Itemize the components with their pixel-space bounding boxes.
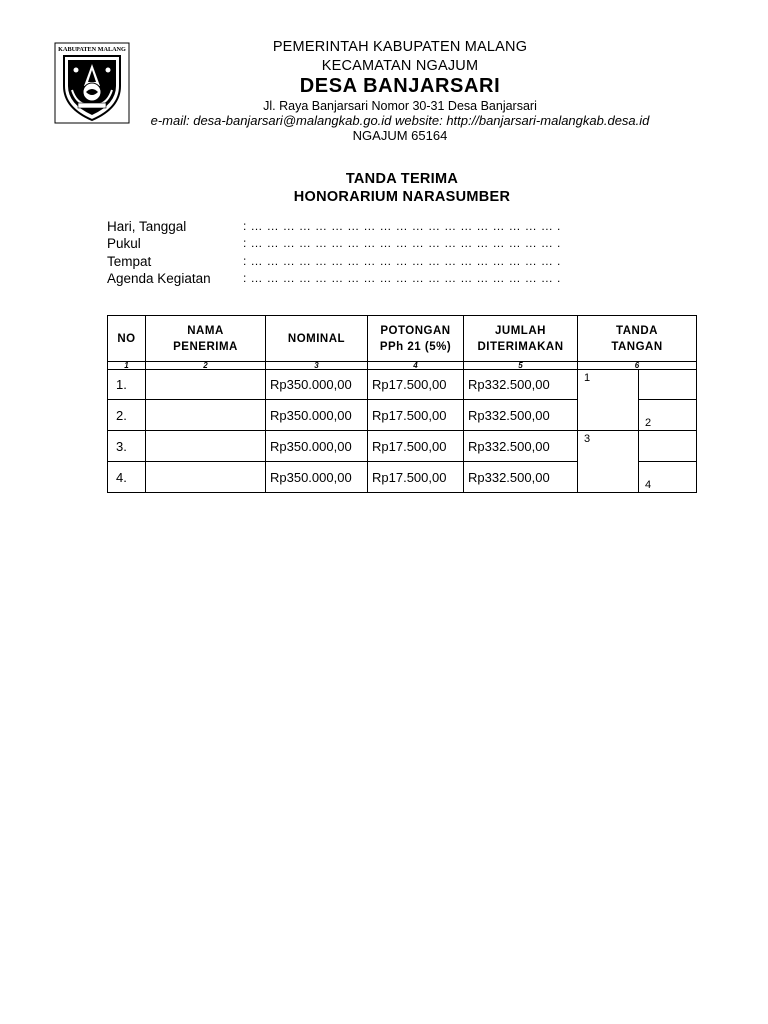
column-number: 5	[464, 362, 578, 370]
header-potongan-line1: POTONGAN	[380, 324, 451, 337]
document-subtitle: HONORARIUM NARASUMBER	[293, 189, 511, 205]
header-jumlah	[464, 316, 578, 362]
signature-number: 3	[584, 433, 591, 445]
column-number: 4	[368, 362, 464, 370]
document-title: TANDA TERIMA	[345, 171, 459, 187]
header-village: DESA BANJARSARI	[299, 75, 501, 97]
row-no: 1.	[108, 370, 146, 400]
signature-cell-right	[639, 431, 697, 462]
info-value: : … … … … … … … … … … … … … … … … … … … .	[243, 271, 561, 285]
row-potongan: Rp17.500,00	[368, 462, 464, 493]
row-no: 3.	[108, 431, 146, 462]
table-header-row	[108, 316, 697, 362]
header-postal: NGAJUM 65164	[352, 128, 448, 143]
row-jumlah: Rp332.500,00	[464, 400, 578, 431]
kabupaten-malang-logo	[54, 42, 130, 124]
signature-number: 2	[645, 417, 652, 429]
info-label: Pukul	[107, 236, 141, 251]
row-nominal: Rp350.000,00	[266, 370, 368, 400]
row-jumlah: Rp332.500,00	[464, 462, 578, 493]
emblem-icon	[54, 42, 130, 124]
header-address: Jl. Raya Banjarsari Nomor 30-31 Desa Banjarsari	[263, 99, 537, 113]
row-no: 2.	[108, 400, 146, 431]
row-nominal: Rp350.000,00	[266, 462, 368, 493]
info-value: : … … … … … … … … … … … … … … … … … … … .	[243, 254, 561, 268]
info-value: : … … … … … … … … … … … … … … … … … … … .	[243, 219, 561, 233]
column-number: 2	[146, 362, 266, 370]
signature-cell-right	[639, 462, 697, 493]
header-jumlah-line2: DITERIMAKAN	[477, 340, 564, 353]
row-nama	[146, 400, 266, 431]
row-jumlah: Rp332.500,00	[464, 370, 578, 400]
header-nama-line2: PENERIMA	[173, 340, 238, 353]
header-contact: e-mail: desa-banjarsari@malangkab.go.id website: http://banjarsari-malangkab.desa.id	[150, 113, 650, 128]
row-nama	[146, 370, 266, 400]
signature-number: 4	[645, 479, 652, 491]
signature-cell-right	[639, 400, 697, 431]
header-tanda-line1: TANDA	[616, 324, 658, 337]
info-label: Tempat	[107, 254, 152, 269]
header-potongan-line2: PPh 21 (5%)	[379, 340, 452, 353]
info-value: : … … … … … … … … … … … … … … … … … … … .	[243, 236, 561, 250]
header-potongan	[368, 316, 464, 362]
info-label: Agenda Kegiatan	[107, 271, 211, 286]
header-nama-line1: NAMA	[187, 324, 224, 337]
row-no: 4.	[108, 462, 146, 493]
table-row	[108, 431, 697, 462]
signature-cell-left	[578, 431, 639, 493]
table-row	[108, 370, 697, 400]
row-nominal: Rp350.000,00	[266, 400, 368, 431]
row-nama	[146, 431, 266, 462]
header-government: PEMERINTAH KABUPATEN MALANG	[272, 39, 528, 55]
row-potongan: Rp17.500,00	[368, 370, 464, 400]
header-tanda-tangan	[578, 316, 697, 362]
row-nominal: Rp350.000,00	[266, 431, 368, 462]
column-number-row	[108, 362, 697, 370]
column-number: 3	[266, 362, 368, 370]
column-number: 6	[578, 362, 697, 370]
signature-cell-left	[578, 370, 639, 431]
row-jumlah: Rp332.500,00	[464, 431, 578, 462]
header-nama	[146, 316, 266, 362]
row-potongan: Rp17.500,00	[368, 400, 464, 431]
header-nominal: NOMINAL	[266, 316, 368, 362]
honorarium-table	[107, 315, 697, 493]
header-jumlah-line1: JUMLAH	[495, 324, 546, 337]
header-no: NO	[108, 316, 146, 362]
logo-text: KABUPATEN MALANG	[58, 46, 126, 53]
row-nama	[146, 462, 266, 493]
header-tanda-line2: TANGAN	[611, 340, 663, 353]
signature-number: 1	[584, 372, 591, 384]
signature-cell-right	[639, 370, 697, 400]
row-potongan: Rp17.500,00	[368, 431, 464, 462]
info-label: Hari, Tanggal	[107, 219, 187, 234]
column-number: 1	[108, 362, 146, 370]
header-district: KECAMATAN NGAJUM	[321, 58, 479, 74]
